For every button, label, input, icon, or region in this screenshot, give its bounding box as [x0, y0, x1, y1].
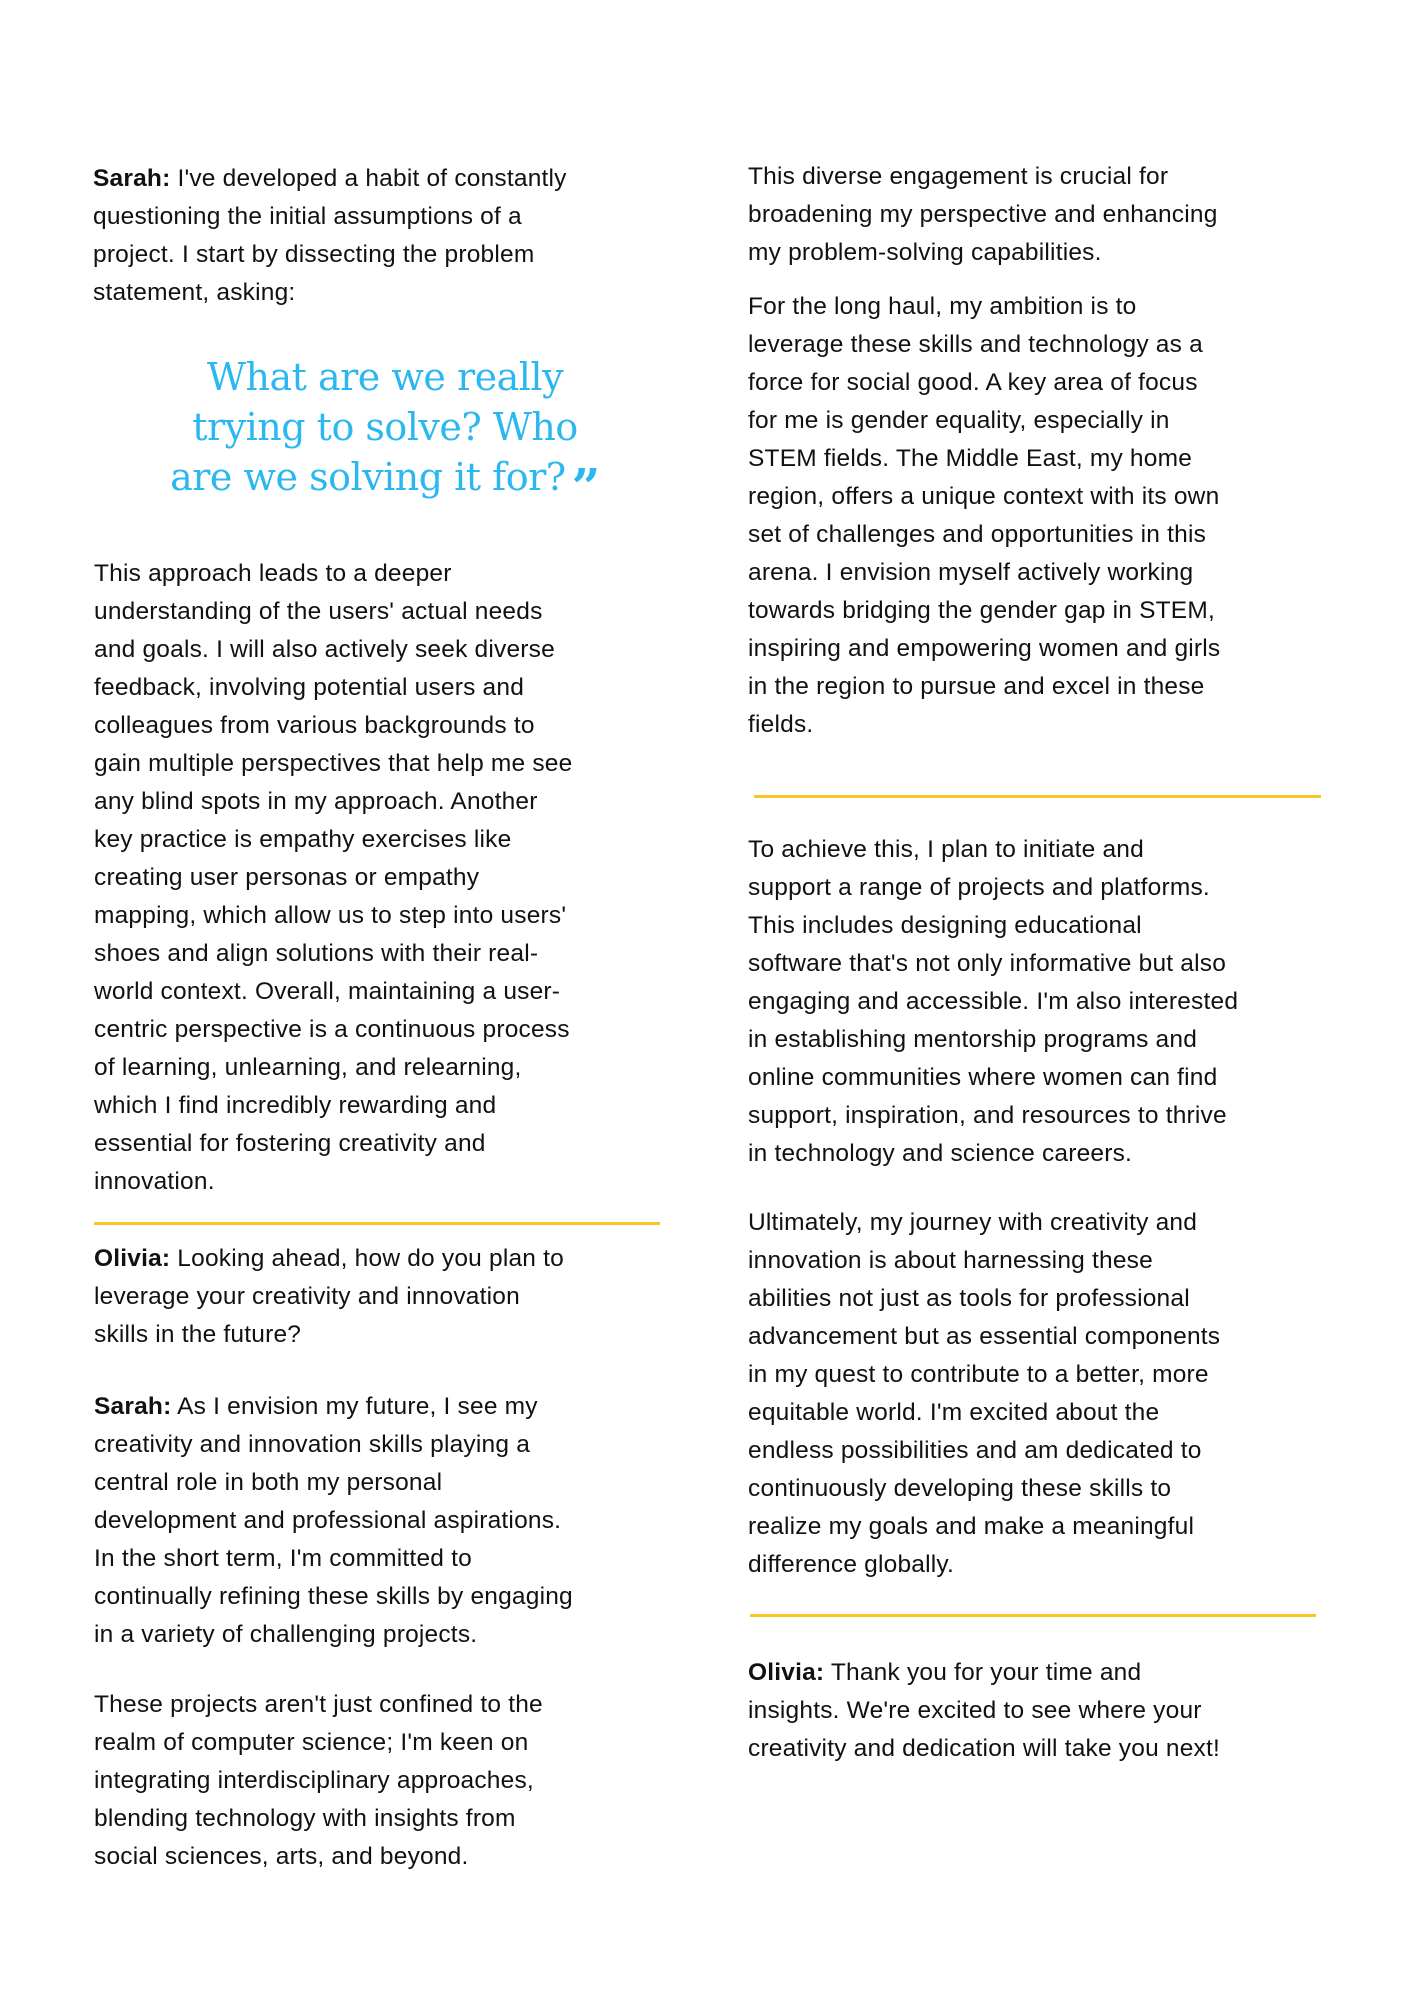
line-text: in technology and science careers. — [748, 1140, 1133, 1167]
line-text: essential for fostering creativity and — [94, 1130, 486, 1157]
text-line — [748, 1280, 1220, 1318]
line-text: region, offers a unique context with its own — [748, 483, 1220, 510]
line-text: In the short term, I'm committed to — [94, 1545, 472, 1572]
text-line — [93, 236, 567, 274]
text-line — [93, 198, 567, 236]
text-line — [748, 1204, 1220, 1242]
text-line — [748, 831, 1238, 869]
text-line — [94, 859, 572, 897]
text-line — [150, 352, 620, 402]
text-line — [94, 821, 572, 859]
text-line — [93, 160, 567, 198]
text-line — [94, 1049, 572, 1087]
pull-quote — [150, 352, 620, 516]
line-text: in a variety of challenging projects. — [94, 1621, 478, 1648]
divider — [750, 1614, 1316, 1617]
line-text: mapping, which allow us to step into users' — [94, 902, 567, 929]
text-line — [94, 1800, 543, 1838]
line-text: creativity and innovation skills playing a — [94, 1431, 531, 1458]
line-text: key practice is empathy exercises like — [94, 826, 512, 853]
line-text: inspiring and empowering women and girls — [748, 635, 1221, 662]
line-text: This includes designing educational — [748, 912, 1142, 939]
line-text: realm of computer science; I'm keen on — [94, 1729, 529, 1756]
speaker-name: Olivia: — [748, 1659, 825, 1686]
text-line — [748, 288, 1220, 326]
line-text: difference globally. — [748, 1551, 955, 1578]
line-text: which I find incredibly rewarding and — [94, 1092, 497, 1119]
text-line — [748, 706, 1220, 744]
line-text: creativity and dedication will take you next! — [748, 1735, 1221, 1762]
text-line — [748, 1470, 1220, 1508]
speaker-name: Sarah: — [93, 165, 171, 192]
text-line — [748, 1654, 1220, 1692]
text-line — [748, 516, 1220, 554]
text-line — [748, 1356, 1220, 1394]
text-line — [94, 1087, 572, 1125]
line-text: centric perspective is a continuous process — [94, 1016, 570, 1043]
text-line — [94, 745, 572, 783]
text-line — [94, 1011, 572, 1049]
line-text: realize my goals and make a meaningful — [748, 1513, 1195, 1540]
line-text: This approach leads to a deeper — [94, 560, 452, 587]
text-line — [748, 554, 1220, 592]
line-text: What are we really — [206, 355, 564, 399]
text-line — [748, 1318, 1220, 1356]
line-text: STEM fields. The Middle East, my home — [748, 445, 1193, 472]
line-text: in establishing mentorship programs and — [748, 1026, 1198, 1053]
text-line — [94, 783, 572, 821]
line-text: project. I start by dissecting the problem — [93, 241, 535, 268]
line-text: blending technology with insights from — [94, 1805, 516, 1832]
line-text: continually refining these skills by engaging — [94, 1583, 573, 1610]
text-line — [94, 1163, 572, 1201]
line-text: software that's not only informative but also — [748, 950, 1227, 977]
line-text: in my quest to contribute to a better, more — [748, 1361, 1209, 1388]
text-line — [748, 158, 1218, 196]
line-text: gain multiple perspectives that help me see — [94, 750, 573, 777]
text-line — [748, 592, 1220, 630]
journey-paragraph — [748, 1204, 1220, 1584]
text-line — [94, 1278, 564, 1316]
ambition-paragraph — [748, 288, 1220, 744]
line-text: creating user personas or empathy — [94, 864, 480, 891]
line-text: support a range of projects and platforms. — [748, 874, 1210, 901]
line-text: shoes and align solutions with their real- — [94, 940, 539, 967]
line-text: statement, asking: — [93, 279, 296, 306]
line-text: central role in both my personal — [94, 1469, 443, 1496]
text-line — [94, 1578, 573, 1616]
line-text: social sciences, arts, and beyond. — [94, 1843, 469, 1870]
text-line — [748, 1394, 1220, 1432]
speaker-name: Sarah: — [94, 1393, 172, 1420]
line-text: Thank you for your time and — [824, 1659, 1142, 1686]
line-text: integrating interdisciplinary approaches, — [94, 1767, 534, 1794]
text-line — [748, 1097, 1238, 1135]
line-text: are we solving it for? — [170, 455, 566, 499]
text-line — [94, 1125, 572, 1163]
text-line — [94, 973, 572, 1011]
text-line — [94, 1316, 564, 1354]
text-line — [748, 1242, 1220, 1280]
line-text: continuously developing these skills to — [748, 1475, 1172, 1502]
text-line — [94, 1686, 543, 1724]
sarah-answer-intro — [93, 160, 567, 312]
line-text: arena. I envision myself actively working — [748, 559, 1194, 586]
line-text: Looking ahead, how do you plan to — [170, 1245, 564, 1272]
text-line — [748, 326, 1220, 364]
text-line — [150, 402, 620, 452]
text-line — [748, 1059, 1238, 1097]
line-text: development and professional aspirations. — [94, 1507, 562, 1534]
line-text: engaging and accessible. I'm also interested — [748, 988, 1239, 1015]
text-line — [748, 1508, 1220, 1546]
text-line — [93, 274, 567, 312]
speaker-name: Olivia: — [94, 1245, 171, 1272]
text-line — [94, 631, 572, 669]
line-text: questioning the initial assumptions of a — [93, 203, 522, 230]
line-text: trying to solve? Who — [192, 405, 578, 449]
text-line — [748, 402, 1220, 440]
line-text: understanding of the users' actual needs — [94, 598, 543, 625]
line-text: For the long haul, my ambition is to — [748, 293, 1137, 320]
line-text: in the region to pursue and excel in these — [748, 673, 1205, 700]
text-line — [150, 452, 620, 516]
text-line — [94, 593, 572, 631]
line-text: my problem-solving capabilities. — [748, 239, 1102, 266]
divider — [754, 795, 1321, 798]
text-line — [748, 1546, 1220, 1584]
line-text: and goals. I will also actively seek diverse — [94, 636, 555, 663]
text-line — [748, 1730, 1220, 1768]
text-line — [748, 945, 1238, 983]
olivia-closing — [748, 1654, 1220, 1768]
text-line — [748, 1432, 1220, 1470]
approach-paragraph — [94, 555, 572, 1201]
text-line — [94, 555, 572, 593]
text-line — [94, 897, 572, 935]
text-line — [94, 669, 572, 707]
line-text: endless possibilities and am dedicated to — [748, 1437, 1202, 1464]
divider — [94, 1222, 660, 1225]
text-line — [94, 1426, 573, 1464]
text-line — [748, 478, 1220, 516]
line-text: fields. — [748, 711, 814, 738]
line-text: To achieve this, I plan to initiate and — [748, 836, 1144, 863]
text-line — [94, 1762, 543, 1800]
line-text: abilities not just as tools for professional — [748, 1285, 1190, 1312]
line-text: These projects aren't just confined to the — [94, 1691, 543, 1718]
line-text: advancement but as essential components — [748, 1323, 1221, 1350]
text-line — [94, 1724, 543, 1762]
line-text: insights. We're excited to see where your — [748, 1697, 1202, 1724]
line-text: This diverse engagement is crucial for — [748, 163, 1169, 190]
text-line — [748, 869, 1238, 907]
line-text: for me is gender equality, especially in — [748, 407, 1170, 434]
line-text: of learning, unlearning, and relearning, — [94, 1054, 522, 1081]
text-line — [94, 935, 572, 973]
line-text: As I envision my future, I see my — [171, 1393, 538, 1420]
line-text: innovation. — [94, 1168, 215, 1195]
line-text: leverage your creativity and innovation — [94, 1283, 520, 1310]
sarah-future-answer — [94, 1388, 573, 1654]
projects-paragraph — [94, 1686, 543, 1876]
line-text: feedback, involving potential users and — [94, 674, 525, 701]
line-text: skills in the future? — [94, 1321, 302, 1348]
line-text: I've developed a habit of constantly — [170, 165, 567, 192]
text-line — [94, 1240, 564, 1278]
plan-paragraph — [748, 831, 1238, 1173]
text-line — [748, 196, 1218, 234]
text-line — [748, 234, 1218, 272]
line-text: broadening my perspective and enhancing — [748, 201, 1218, 228]
text-line — [748, 364, 1220, 402]
line-text: online communities where women can find — [748, 1064, 1218, 1091]
text-line — [94, 1540, 573, 1578]
line-text: colleagues from various backgrounds to — [94, 712, 535, 739]
text-line — [748, 1021, 1238, 1059]
text-line — [94, 1838, 543, 1876]
line-text: equitable world. I'm excited about the — [748, 1399, 1160, 1426]
line-text: support, inspiration, and resources to thrive — [748, 1102, 1227, 1129]
line-text: world context. Overall, maintaining a user- — [94, 978, 561, 1005]
text-line — [94, 1502, 573, 1540]
text-line — [748, 440, 1220, 478]
text-line — [748, 630, 1220, 668]
olivia-question — [94, 1240, 564, 1354]
text-line — [748, 907, 1238, 945]
line-text: any blind spots in my approach. Another — [94, 788, 538, 815]
text-line — [94, 1616, 573, 1654]
text-line — [94, 707, 572, 745]
line-text: set of challenges and opportunities in this — [748, 521, 1207, 548]
line-text: innovation is about harnessing these — [748, 1247, 1153, 1274]
line-text: force for social good. A key area of focus — [748, 369, 1198, 396]
quote-mark-icon: ” — [571, 457, 600, 516]
text-line — [748, 983, 1238, 1021]
text-line — [748, 1135, 1238, 1173]
engagement-paragraph — [748, 158, 1218, 272]
line-text: leverage these skills and technology as a — [748, 331, 1203, 358]
line-text: towards bridging the gender gap in STEM, — [748, 597, 1215, 624]
text-line — [94, 1464, 573, 1502]
text-line — [748, 668, 1220, 706]
line-text: Ultimately, my journey with creativity and — [748, 1209, 1198, 1236]
text-line — [748, 1692, 1220, 1730]
text-line — [94, 1388, 573, 1426]
